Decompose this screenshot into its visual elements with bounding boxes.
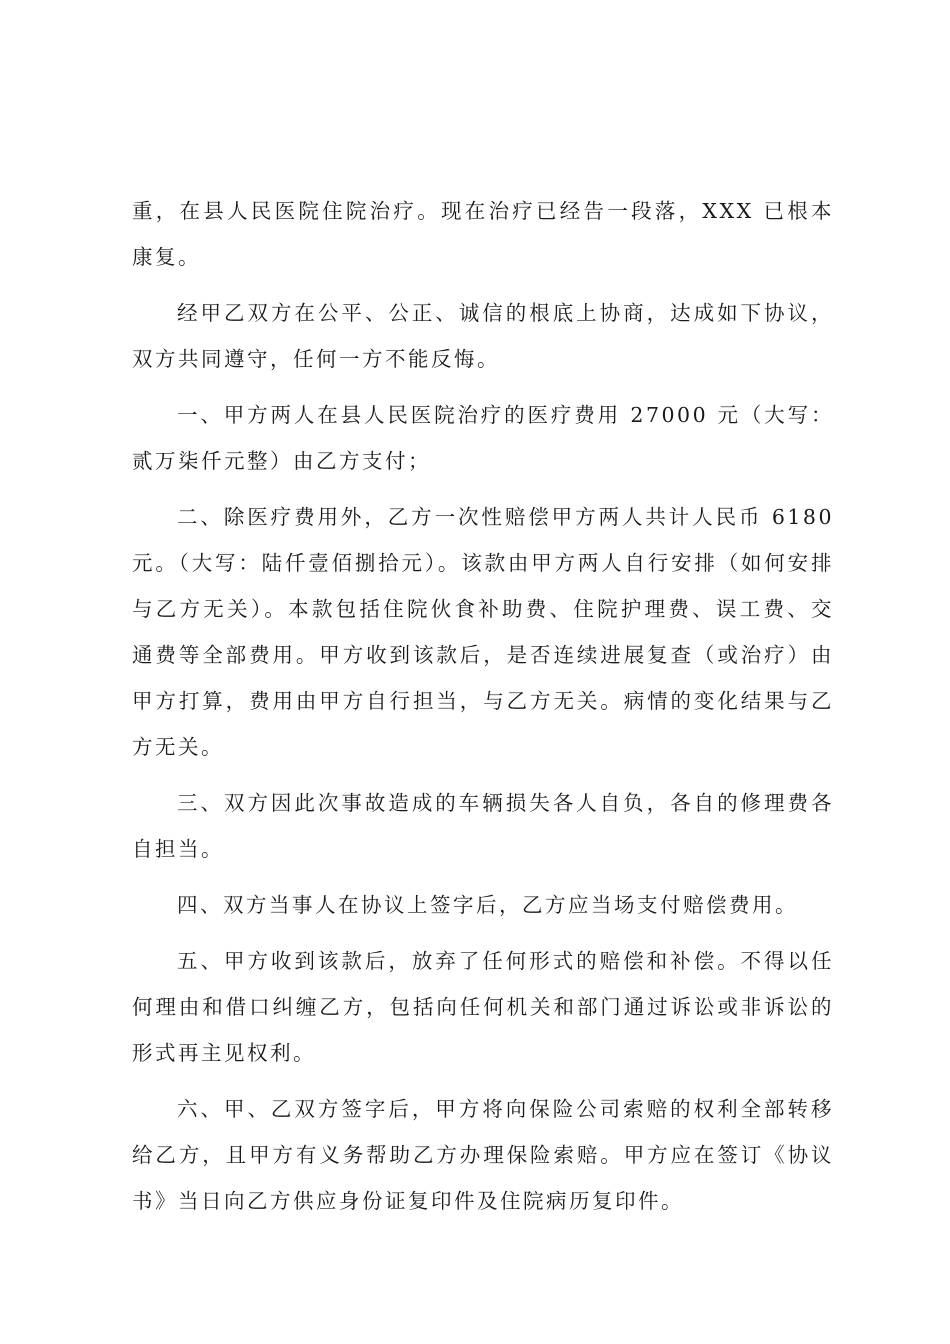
- paragraph-agreement-intro: 经甲乙双方在公平、公正、诚信的根底上协商，达成如下协议，双方共同遵守，任何一方不能反悔。: [132, 301, 834, 371]
- document-body: [132, 188, 834, 1234]
- clause-5: 五、甲方收到该款后，放弃了任何形式的赔偿和补偿。不得以任何理由和借口纠缠乙方，包括向任何机关和部门通过诉讼或非诉讼的形式再主见权利。: [132, 949, 834, 1065]
- clause-3: 三、双方因此次事故造成的车辆损失各人自负，各自的修理费各自担当。: [132, 791, 834, 861]
- clause-2: 二、除医疗费用外，乙方一次性赔偿甲方两人共计人民币 6180 元。（大写：陆仟壹佰捌拾元）。该款由甲方两人自行安排（如何安排与乙方无关）。本款包括住院伙食补助费、住院护理费、误工费、交通费等全部费用。甲方收到该款后，是否连续进展复查（或治疗）由甲方打算，费用由甲方自行担当，与乙方无关。病情的变化结果与乙方无关。: [132, 505, 834, 759]
- clause-1: 一、甲方两人在县人民医院治疗的医疗费用 27000 元（大写：贰万柒仟元整）由乙方支付；: [132, 403, 834, 473]
- clause-4: 四、双方当事人在协议上签字后，乙方应当场支付赔偿费用。: [177, 893, 798, 917]
- clause-6: 六、甲、乙双方签字后，甲方将向保险公司索赔的权利全部转移给乙方，且甲方有义务帮助乙方办理保险索赔。甲方应在签订《协议书》当日向乙方供应身份证复印件及住院病历复印件。: [132, 1097, 834, 1213]
- paragraph-continuation: 重，在县人民医院住院治疗。现在治疗已经告一段落，XXX 已根本康复。: [132, 199, 834, 269]
